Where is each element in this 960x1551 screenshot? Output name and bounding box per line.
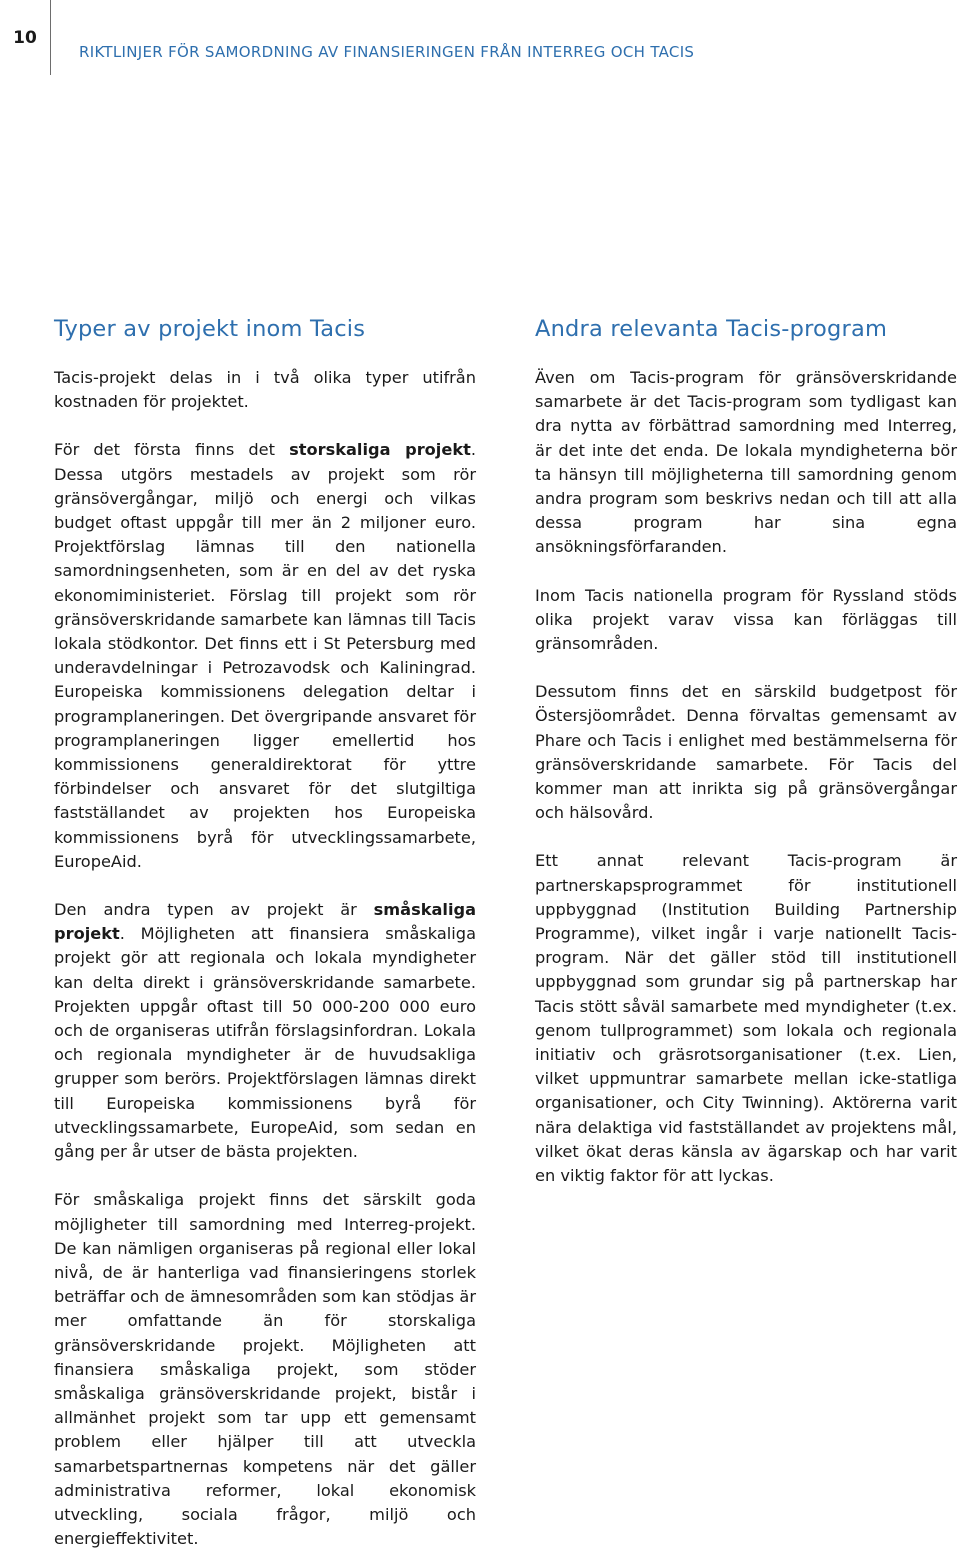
section-heading-other-programs: Andra relevanta Tacis-program xyxy=(535,316,888,342)
left-column xyxy=(54,313,476,1551)
paragraph: För det första finns det storskaliga projekt. Dessa utgörs mestadels av projekt som rör gränsövergångar, miljö och energi och vilkas budget oftast uppgår till mer än 2 miljoner euro. Projektförslag lämnas till den nationella samordningsenheten, som är en del av det ryska ekonomiministeriet. Förslag till projekt som rör gränsöverskridande samarbete kan lämnas till Tacis lokala stödkontor. Det finns ett i St Petersburg med underavdelningar i Petrozavodsk och Kaliningrad. Europeiska kommissionens delegation deltar i programplaneringen. Det övergripande ansvaret för programplaneringen ligger emellertid hos kommissionens generaldirektorat för yttre förbindelser och ansvaret för det slutgiltiga fastställandet av projekten hos Europeiska kommissionens byrå för utvecklingssamarbete, EuropeAid. xyxy=(54,440,476,871)
page-header xyxy=(0,0,960,75)
paragraph: Dessutom finns det en särskild budgetpost för Östersjöområdet. Denna förvaltas gemensamt av Phare och Tacis i enlighet med bestämmelserna för gränsöverskridande samarbete. För Tacis del kommer man att inrikta sig på gränsövergångar och hälsovård. xyxy=(535,682,957,823)
page-number: 10 xyxy=(13,27,37,48)
paragraph: För småskaliga projekt finns det särskilt goda möjligheter till samordning med Interreg-projekt. De kan nämligen organiseras på regional eller lokal nivå, de är hanterliga vad finansieringens storlek beträffar och de ämnesområden som kan stödjas är mer omfattande än för storskaliga gränsöverskridande projekt. Möjligheten att finansiera småskaliga projekt, som stöder småskaliga gränsöverskridande projekt, bistår i allmänhet projekt som tar upp ett gemensamt problem eller hjälper till att utveckla samarbetspartnernas kompetens när det gäller administrativa reformer, lokal ekonomisk utveckling, sociala frågor, miljö och energieffektivitet. xyxy=(54,1190,476,1549)
paragraph: Även om Tacis-program för gränsöverskridande samarbete är det Tacis-program som tydligast kan dra nytta av förbättrad samordning med Interreg, är det inte det enda. De lokala myndigheterna bör ta hänsyn till möjligheterna till samordning genom andra program som beskrivs nedan och till att alla dessa program har sina egna ansökningsförfaranden. xyxy=(535,368,957,557)
running-title: RIKTLINJER FÖR SAMORDNING AV FINANSIERINGEN FRÅN INTERREG OCH TACIS xyxy=(79,43,695,61)
header-divider xyxy=(50,0,51,75)
paragraph: Inom Tacis nationella program för Ryssland stöds olika projekt varav vissa kan förläggas till gränsområden. xyxy=(535,585,957,654)
emphasis-term: småskaliga projekt xyxy=(54,900,476,944)
emphasis-term: storskaliga projekt xyxy=(289,440,471,460)
section-heading-project-types: Typer av projekt inom Tacis xyxy=(54,316,366,342)
paragraph: Ett annat relevant Tacis-program är partnerskapsprogrammet för institutionell uppbyggnad (Institution Building Partnership Programme), vilket ingår i varje nationellt Tacis-program. När det gäller stöd till institutionell uppbyggnad som grundar sig på partnerskap har Tacis stött såväl samarbete med myndigheter (t.ex. genom tullprogrammet) som lokala och regionala initiativ och gräsrotsorganisationer (t.ex. Lien, vilket uppmuntrar samarbete mellan icke-statliga organisationer, och City Twinning). Aktörerna varit nära delaktiga vid fastställandet av projektens mål, vilket ökat deras känsla av ägarskap och har varit en viktig faktor för att lyckas. xyxy=(535,851,957,1186)
paragraph: Tacis-projekt delas in i två olika typer utifrån kostnaden för projektet. xyxy=(54,368,476,412)
right-column xyxy=(535,313,957,1188)
paragraph: Den andra typen av projekt är småskaliga projekt. Möjligheten att finansiera småskaliga projekt gör att regionala och lokala myndigheter kan delta direkt i gränsöverskridande samarbete. Projekten uppgår oftast till 50 000-200 000 euro och de organiseras utifrån förslagsinfordran. Lokala och regionala myndigheter är de huvudsakliga grupper som berörs. Projektförslagen lämnas direkt till Europeiska kommissionens byrå för utvecklingssamarbete, EuropeAid, som sedan en gång per år utser de bästa projekten. xyxy=(54,900,476,1162)
